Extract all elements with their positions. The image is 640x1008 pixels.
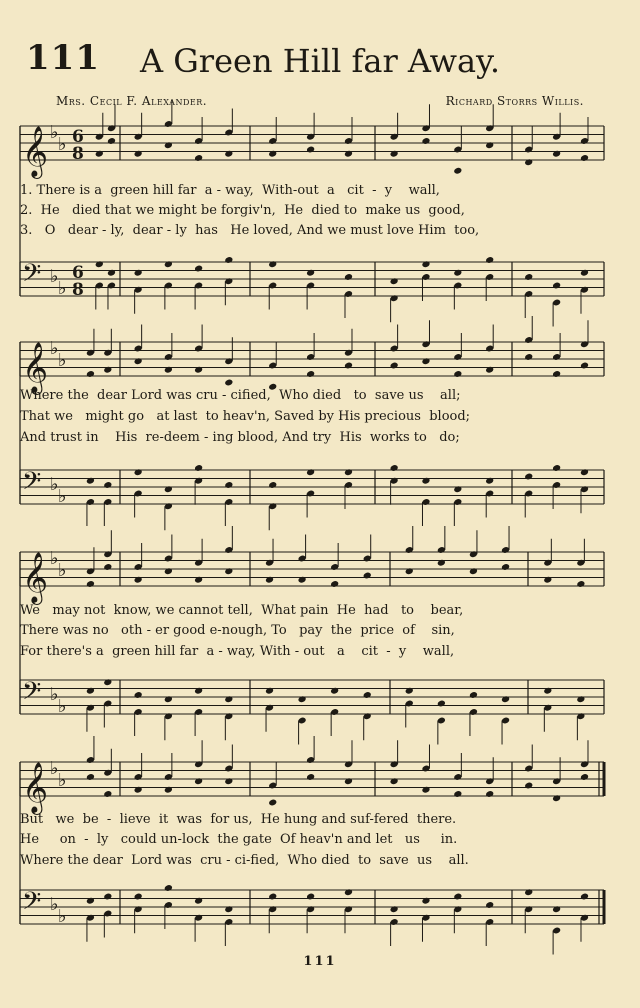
note-head	[576, 580, 585, 588]
note-head	[268, 150, 277, 158]
note-head	[363, 572, 372, 580]
note-head	[103, 481, 112, 489]
note-head	[134, 468, 143, 476]
note-head	[501, 563, 510, 571]
note-head	[437, 559, 446, 567]
note-head	[421, 897, 430, 905]
flat-sign: ♭	[50, 474, 59, 495]
note-head	[86, 477, 95, 485]
note-head	[107, 137, 116, 145]
note-head	[552, 905, 561, 913]
note-head	[95, 260, 104, 268]
treble-clef: 𝄞	[22, 762, 49, 813]
note-head	[469, 691, 478, 699]
note-head	[344, 273, 353, 281]
flat-sign: ♭	[50, 122, 59, 143]
note-head	[103, 790, 112, 798]
note-head	[453, 167, 462, 175]
note-head	[405, 687, 414, 695]
note-head	[224, 695, 233, 703]
note-head	[86, 580, 95, 588]
note-head	[306, 269, 315, 277]
bass-clef: 𝄢	[22, 259, 42, 294]
flat-sign: ♭	[50, 266, 59, 287]
note-head	[485, 901, 494, 909]
note-head	[543, 687, 552, 695]
bass-clef: 𝄢	[22, 887, 42, 922]
note-head	[485, 141, 494, 149]
lyric-line: There was no oth - er good e-nough, To pay the price of sin,	[20, 623, 455, 638]
flat-sign: ♭	[50, 338, 59, 359]
note-head	[103, 366, 112, 374]
note-head	[224, 481, 233, 489]
note-head	[485, 256, 494, 264]
note-head	[194, 687, 203, 695]
note-head	[224, 150, 233, 158]
note-head	[194, 897, 203, 905]
note-head	[306, 468, 315, 476]
note-head	[469, 567, 478, 575]
note-head	[524, 782, 533, 790]
note-head	[103, 893, 112, 901]
note-head	[421, 477, 430, 485]
time-signature-bottom: 8	[72, 280, 84, 300]
note-head	[164, 884, 173, 892]
note-head	[344, 362, 353, 370]
hymn-title: A Green Hill far Away.	[139, 42, 501, 80]
note-head	[524, 473, 533, 481]
note-head	[298, 695, 307, 703]
note-head	[194, 265, 203, 273]
note-head	[543, 576, 552, 584]
time-signature-top: 6	[72, 263, 84, 283]
lyric-line: Where the dear Lord was cru - cified, Who died to save us all;	[20, 388, 461, 403]
note-head	[86, 897, 95, 905]
note-head	[552, 370, 561, 378]
note-head	[485, 477, 494, 485]
note-head	[265, 576, 274, 584]
bass-clef: 𝄢	[22, 467, 42, 502]
note-head	[330, 687, 339, 695]
note-head	[421, 786, 430, 794]
lyric-line: 2. He died that we might be forgiv'n, He died to make us good,	[20, 203, 465, 218]
note-head	[453, 269, 462, 277]
flat-sign: ♭	[50, 758, 59, 779]
flat-sign: ♭	[58, 906, 67, 927]
note-head	[437, 700, 446, 708]
note-head	[86, 370, 95, 378]
note-head	[224, 379, 233, 387]
note-head	[390, 905, 399, 913]
note-head	[524, 888, 533, 896]
note-head	[268, 893, 277, 901]
lyric-line: Where the dear Lord was cru - ci-fied, Who died to save us all.	[20, 853, 469, 868]
note-head	[580, 468, 589, 476]
note-head	[580, 362, 589, 370]
note-head	[344, 468, 353, 476]
bass-clef: 𝄢	[22, 677, 42, 712]
flat-sign: ♭	[58, 770, 67, 791]
lyric-line: We may not know, we cannot tell, What pain He had to bear,	[20, 603, 464, 618]
note-head	[107, 269, 116, 277]
note-head	[306, 370, 315, 378]
note-head	[298, 576, 307, 584]
note-head	[524, 273, 533, 281]
note-head	[134, 357, 143, 365]
note-head	[453, 370, 462, 378]
note-head	[134, 150, 143, 158]
note-head	[390, 277, 399, 285]
note-head	[421, 260, 430, 268]
note-head	[552, 282, 561, 290]
note-head	[224, 567, 233, 575]
note-head	[390, 150, 399, 158]
flat-sign: ♭	[58, 486, 67, 507]
note-head	[580, 154, 589, 162]
note-head	[421, 357, 430, 365]
note-head	[224, 777, 233, 785]
lyric-line: He on - ly could un-lock the gate Of heav'n and let us in.	[20, 832, 458, 847]
note-head	[224, 256, 233, 264]
time-signature-top: 6	[72, 127, 84, 147]
flat-sign: ♭	[58, 278, 67, 299]
hymn-number: 111	[26, 38, 100, 78]
note-head	[524, 353, 533, 361]
note-head	[265, 687, 274, 695]
note-head	[552, 464, 561, 472]
note-head	[268, 799, 277, 807]
note-head	[552, 794, 561, 802]
note-head	[268, 260, 277, 268]
lyric-line: But we be - lieve it was for us, He hung and suf-fered there.	[20, 812, 457, 827]
note-head	[576, 695, 585, 703]
note-head	[86, 687, 95, 695]
note-head	[580, 269, 589, 277]
note-head	[405, 567, 414, 575]
note-head	[344, 150, 353, 158]
note-head	[224, 905, 233, 913]
note-head	[164, 141, 173, 149]
flat-sign: ♭	[58, 696, 67, 717]
note-head	[453, 790, 462, 798]
lyric-line: 3. O dear - ly, dear - ly has He loved, And we must love Him too,	[20, 223, 480, 238]
note-head	[164, 485, 173, 493]
lyric-line: For there's a green hill far a - way, With - out a cit - y wall,	[20, 644, 455, 659]
note-head	[390, 777, 399, 785]
note-head	[134, 691, 143, 699]
flat-sign: ♭	[58, 350, 67, 371]
treble-clef: 𝄞	[22, 126, 49, 177]
flat-sign: ♭	[50, 684, 59, 705]
flat-sign: ♭	[50, 894, 59, 915]
note-head	[453, 485, 462, 493]
note-head	[164, 260, 173, 268]
note-head	[164, 695, 173, 703]
note-head	[103, 563, 112, 571]
lyric-line: That we might go at last to heav'n, Saved by His precious blood;	[20, 409, 471, 424]
note-head	[194, 366, 203, 374]
lyric-line: And trust in His re-deem - ing blood, And try His works to do;	[20, 430, 460, 445]
note-head	[134, 786, 143, 794]
lyric-line: 1. There is a green hill far a - way, With-out a cit - y wall,	[20, 183, 440, 198]
time-signature-bottom: 8	[72, 144, 84, 164]
note-head	[390, 464, 399, 472]
note-head	[485, 366, 494, 374]
note-head	[421, 137, 430, 145]
lyricist: Mrs. Cecil F. Alexander.	[56, 94, 208, 108]
note-head	[134, 576, 143, 584]
note-head	[552, 150, 561, 158]
note-head	[524, 158, 533, 166]
note-head	[164, 567, 173, 575]
note-head	[103, 678, 112, 686]
flat-sign: ♭	[50, 548, 59, 569]
note-head	[194, 777, 203, 785]
note-head	[194, 154, 203, 162]
note-head	[306, 893, 315, 901]
note-head	[134, 269, 143, 277]
flat-sign: ♭	[58, 560, 67, 581]
note-head	[164, 366, 173, 374]
note-head	[194, 576, 203, 584]
treble-clef: 𝄞	[22, 552, 49, 603]
note-head	[453, 893, 462, 901]
note-head	[344, 777, 353, 785]
note-head	[390, 362, 399, 370]
note-head	[580, 773, 589, 781]
note-head	[501, 695, 510, 703]
note-head	[194, 464, 203, 472]
note-head	[485, 790, 494, 798]
note-head	[306, 146, 315, 154]
note-head	[95, 150, 104, 158]
note-head	[306, 773, 315, 781]
treble-clef: 𝄞	[22, 342, 49, 393]
note-head	[330, 580, 339, 588]
note-head	[344, 888, 353, 896]
note-head	[164, 786, 173, 794]
composer: Richard Storrs Willis.	[445, 94, 584, 108]
flat-sign: ♭	[58, 134, 67, 155]
note-head	[580, 893, 589, 901]
note-head	[268, 481, 277, 489]
note-head	[363, 691, 372, 699]
page-number: 111	[303, 954, 337, 969]
note-head	[86, 773, 95, 781]
note-head	[134, 893, 143, 901]
